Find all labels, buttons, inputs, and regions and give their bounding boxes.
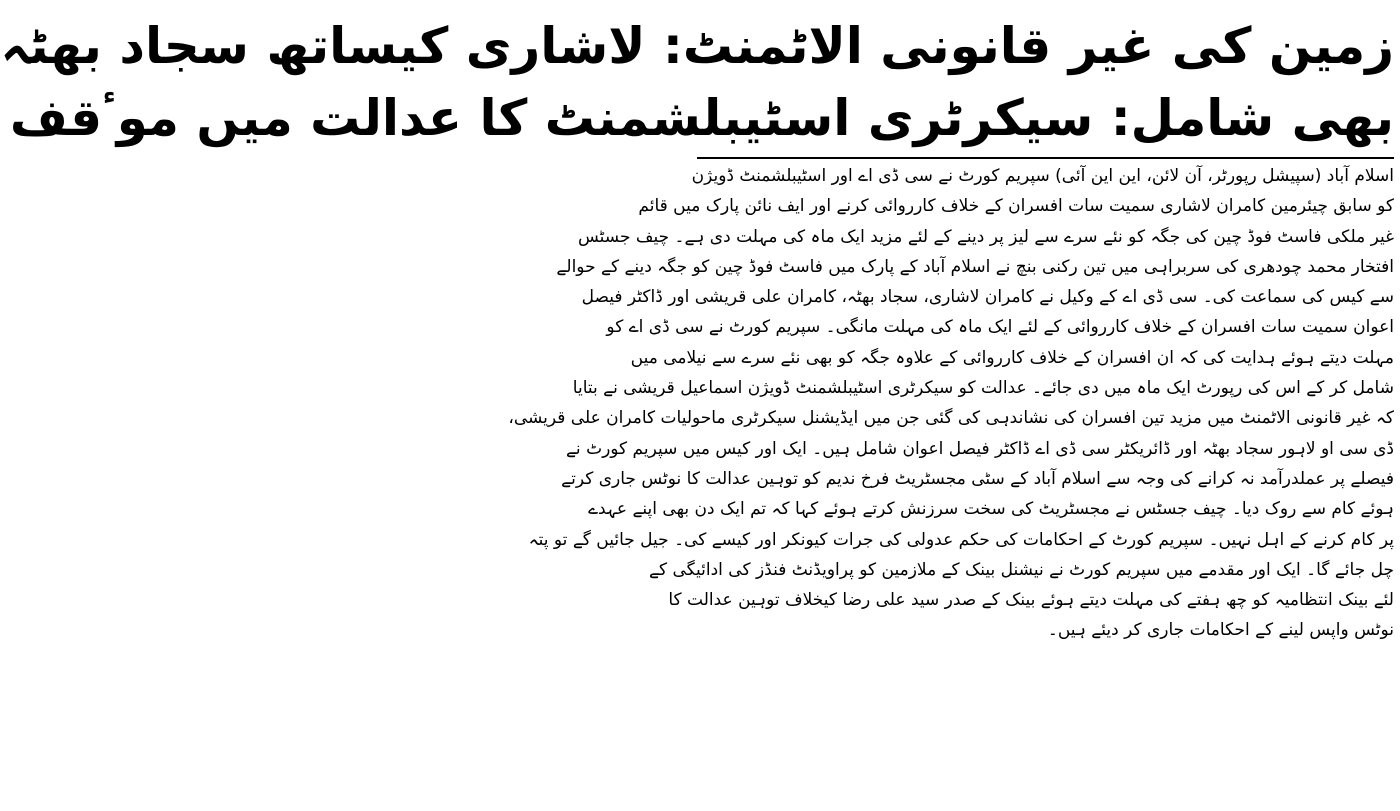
body-line: فیصلے پر عملدرآمد نہ کرانے کی وجہ سے اسلام آباد کے سٹی مجسٹریٹ فرخ ندیم کو توہین عدالت کا نوٹس جاری کرتے	[561, 468, 1394, 489]
body-line: غیر ملکی فاسٹ فوڈ چین کی جگہ کو نئے سرے سے لیز پر دینے کے لئے مزید ایک ماہ کی مہلت دی ہے۔ چیف جسٹس	[578, 226, 1394, 247]
body-line: افتخار محمد چودھری کی سربراہی میں تین رکنی بنچ نے اسلام آباد کے پارک میں فاسٹ فوڈ چین کو جگہ دینے کے حوالے	[556, 256, 1394, 277]
body-line: ڈی سی او لاہور سجاد بھٹہ اور ڈائریکٹر سی ڈی اے ڈاکٹر فیصل اعوان شامل ہیں۔ ایک اور کیس میں سپریم کورٹ نے	[565, 438, 1394, 459]
headline-divider	[697, 157, 1394, 159]
body-line: کو سابق چیئرمین کامران لاشاری سمیت سات افسران کے خلاف کارروائی کرنے اور ایف نائن پارک میں قائم	[638, 196, 1394, 217]
article-body	[508, 161, 1394, 646]
body-line: لئے بینک انتظامیہ کو چھ ہفتے کی مہلت دیتے ہوئے بینک کے صدر سید علی رضا کیخلاف توہین عدالت کا	[668, 590, 1394, 611]
body-line: کہ غیر قانونی الاٹمنٹ میں مزید تین افسران کی نشاندہی کی گئی جن میں ایڈیشنل سیکرٹری ماحولیات کامران علی قریشی،	[508, 408, 1394, 429]
body-line-last: نوٹس واپس لینے کے احکامات جاری کر دیئے ہیں۔	[1047, 620, 1394, 641]
body-line: پر کام کرنے کے اہل نہیں۔ سپریم کورٹ کے احکامات کی حکم عدولی کی جرات کیونکر اور کیسے کی۔ جیل جائیں گے تو پتہ	[528, 529, 1394, 550]
body-line: شامل کر کے اس کی رپورٹ ایک ماہ میں دی جائے۔ عدالت کو سیکرٹری اسٹیبلشمنٹ ڈویژن اسماعیل قریشی نے بتایا	[572, 378, 1394, 399]
body-line: ہوئے کام سے روک دیا۔ چیف جسٹس نے مجسٹریٹ کی سخت سرزنش کرتے ہوئے کہا کہ تم ایک دن بھی اپنے عہدے	[588, 499, 1394, 520]
body-line: اعوان سمیت سات افسران کے خلاف کارروائی کے لئے ایک ماہ کی مہلت مانگی۔ سپریم کورٹ نے سی ڈی اے کو	[606, 317, 1394, 338]
body-line: مہلت دیتے ہوئے ہدایت کی کہ ان افسران کے خلاف کارروائی کے علاوہ جگہ کو بھی نئے سرے سے نیلامی میں	[630, 347, 1394, 368]
headline-line-1: زمین کی غیر قانونی الاٹمنٹ: لاشاری کیساتھ سجاد بھٹہ	[0, 17, 1394, 75]
body-line: چل جائے گا۔ ایک اور مقدمے میں سپریم کورٹ نے نیشنل بینک کے ملازمین کو پراویڈنٹ فنڈز کی ادائیگی کے	[648, 559, 1394, 580]
headline-line-2: بھی شامل: سیکرٹری اسٹیبلشمنٹ کا عدالت میں موٴقف	[9, 89, 1394, 147]
body-line: سے کیس کی سماعت کی۔ سی ڈی اے کے وکیل نے کامران لاشاری، سجاد بھٹہ، کامران علی قریشی اور ڈاکٹر فیصل	[581, 287, 1394, 308]
headline	[0, 0, 1394, 154]
body-line: اسلام آباد (سپیشل رپورٹر، آن لائن، این این آئی) سپریم کورٹ نے سی ڈی اے اور اسٹیبلشمنٹ ڈویژن	[691, 166, 1394, 186]
